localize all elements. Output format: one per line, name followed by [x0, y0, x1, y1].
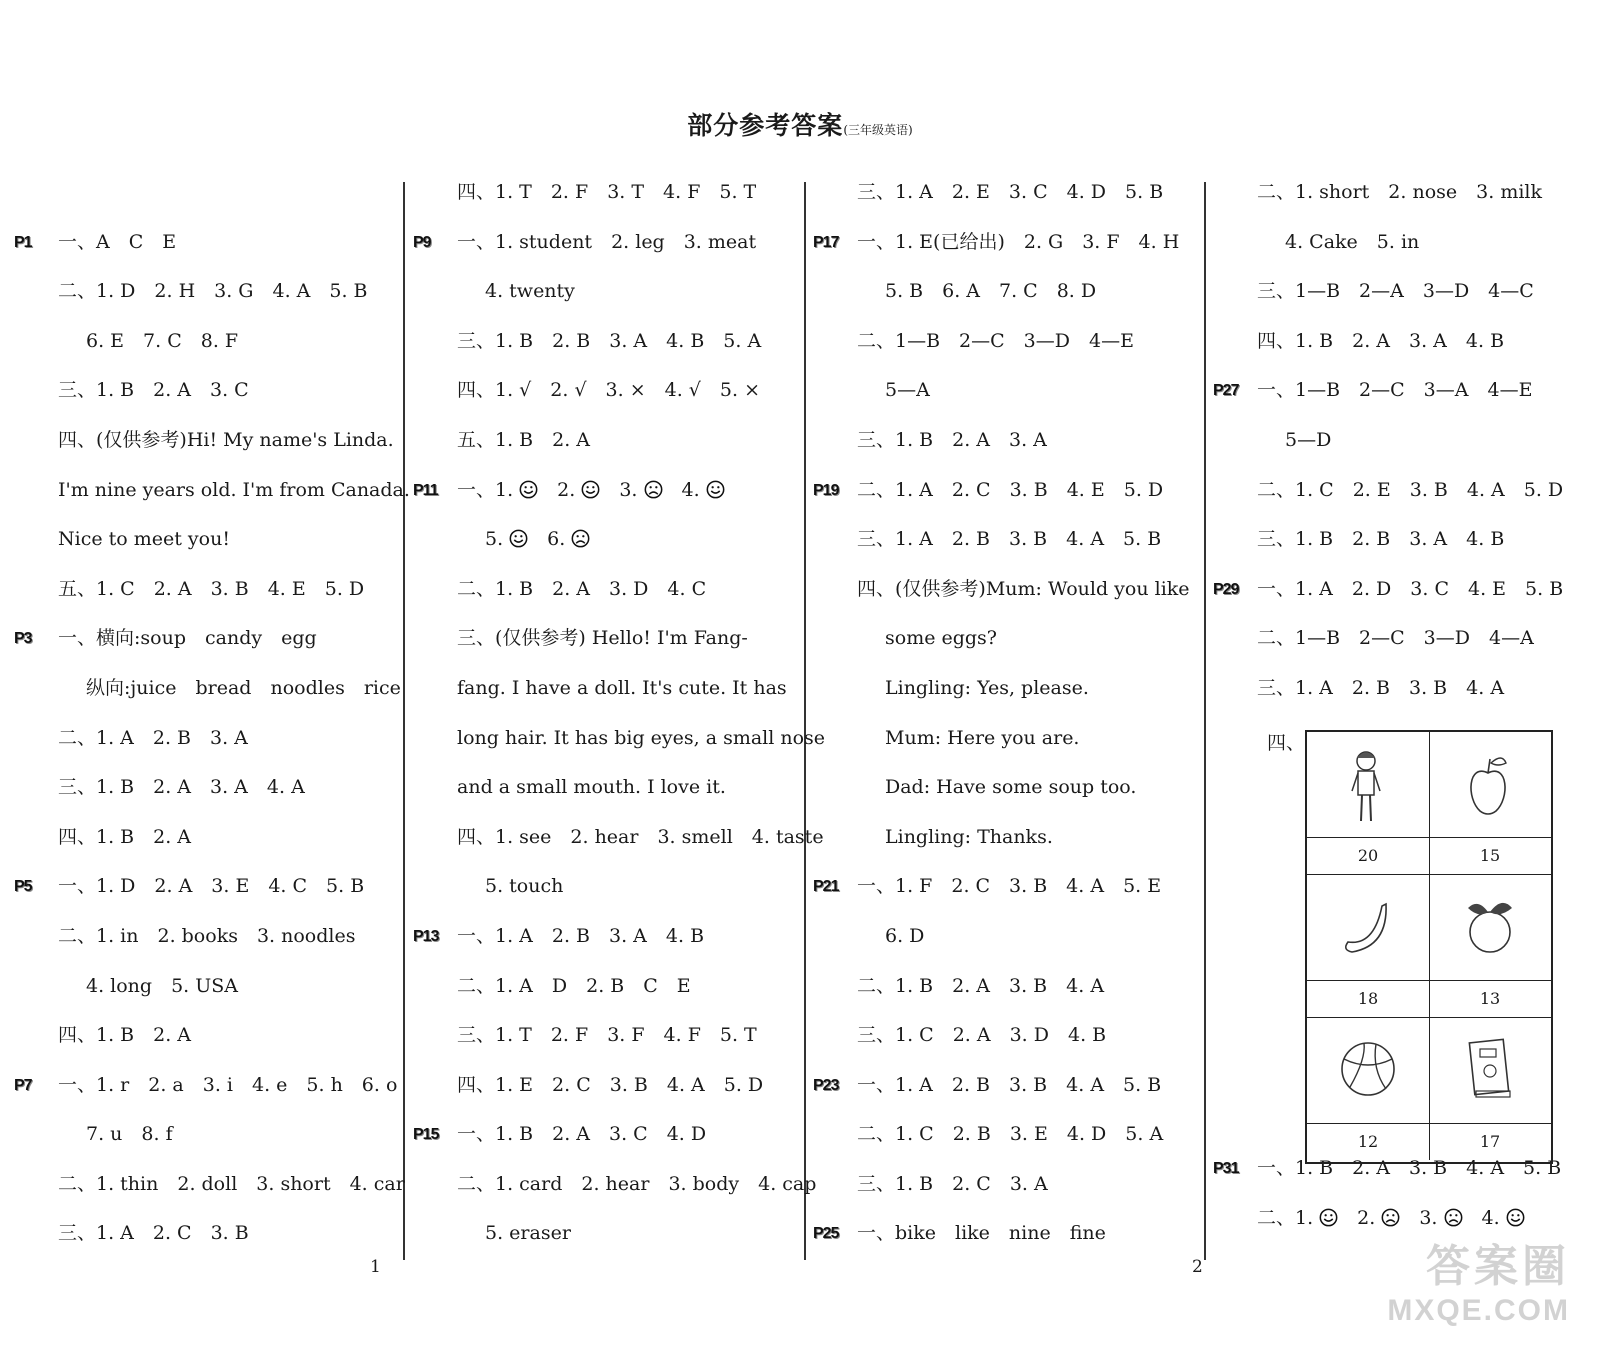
answer-line — [1213, 614, 1585, 664]
answer-text: 四、1. √ 2. √ 3. × 4. √ 5. × — [457, 379, 760, 402]
answer-line — [14, 962, 392, 1012]
answer-text: 四、1. B 2. A — [58, 825, 192, 848]
answer-line — [413, 813, 824, 863]
answer-text: fang. I have a doll. It's cute. It has — [457, 676, 787, 699]
answer-text: 4. Cake 5. in — [1285, 230, 1420, 253]
picture-cell — [1429, 875, 1551, 1018]
answer-line — [1213, 664, 1585, 714]
page-ref-label: P27 — [1213, 382, 1239, 400]
answer-line — [1213, 317, 1585, 367]
sad-face-icon — [644, 480, 663, 499]
answer-line — [413, 565, 797, 615]
answer-text: 二、1—B 2—C 3—D 4—E — [857, 329, 1134, 352]
apple-icon — [1458, 743, 1522, 827]
answer-text: 5. 6. — [485, 515, 590, 565]
picture-cell — [1307, 732, 1430, 875]
answer-text: 4. twenty — [485, 280, 575, 303]
picture-count: 20 — [1307, 837, 1429, 874]
answer-line — [813, 962, 1198, 1012]
page-ref-label: P13 — [413, 927, 439, 945]
answer-line — [813, 1160, 1198, 1210]
answer-text: 三、1. A 2. C 3. B — [58, 1222, 249, 1245]
answer-text: long hair. It has big eyes, a small nose — [457, 726, 826, 749]
answer-line — [14, 1061, 398, 1111]
answer-line — [413, 912, 797, 962]
answer-line — [813, 515, 1198, 565]
answer-text: 二、1. in 2. books 3. noodles — [58, 924, 356, 947]
answer-line — [1213, 515, 1585, 565]
answer-line — [14, 416, 392, 466]
answer-line — [14, 565, 392, 615]
answer-text: I'm nine years old. I'm from Canada. — [58, 478, 410, 501]
answer-line — [413, 763, 797, 813]
boy-icon — [1336, 743, 1400, 827]
answer-line — [413, 962, 797, 1012]
answer-line — [413, 317, 797, 367]
answer-column-3 — [813, 168, 1198, 1259]
answer-text: 三、1. A 2. E 3. C 4. D 5. B — [857, 181, 1164, 203]
answer-text: 一、1. A 2. B 3. B 4. A 5. B — [857, 1073, 1162, 1096]
answer-line — [14, 168, 392, 218]
answer-line — [413, 1160, 817, 1210]
page-ref-label: P9 — [413, 233, 431, 251]
answer-line — [14, 614, 392, 664]
answer-line — [14, 466, 410, 516]
answer-text: 4. long 5. USA — [86, 974, 239, 997]
answer-text: and a small mouth. I love it. — [457, 776, 726, 799]
answer-text: Nice to meet you! — [58, 528, 230, 551]
picture-cell — [1307, 875, 1430, 1018]
answer-text: 二、1. thin 2. doll 3. short 4. car — [58, 1172, 405, 1195]
answer-line — [14, 763, 392, 813]
answer-text: 5. B 6. A 7. C 8. D — [885, 280, 1097, 303]
answer-text: some eggs? — [885, 627, 997, 650]
book-icon — [1458, 1029, 1522, 1113]
answer-line — [813, 366, 1198, 416]
answer-text: Lingling: Yes, please. — [885, 676, 1089, 699]
answer-text: 三、1. B 2. A 3. A 4. A — [58, 776, 305, 799]
answer-line — [1213, 416, 1585, 466]
answer-line — [14, 317, 392, 367]
answer-line — [413, 1061, 797, 1111]
answer-text: 一、1. student 2. leg 3. meat — [457, 230, 757, 253]
answer-text: 一、bike like nine fine — [857, 1222, 1106, 1245]
answer-text: 五、1. C 2. A 3. B 4. E 5. D — [58, 577, 365, 600]
page-ref-label: P11 — [413, 481, 438, 499]
watermark-logo-text: 答案圈 — [1426, 1242, 1570, 1291]
smiley-face-icon — [1319, 1208, 1338, 1227]
answer-line — [413, 218, 797, 268]
picture-section-label: 四、 — [1267, 732, 1306, 754]
answer-line — [813, 912, 1198, 962]
answer-text: 三、1—B 2—A 3—D 4—C — [1257, 280, 1534, 303]
answer-line — [1213, 366, 1585, 416]
page-ref-label: P23 — [813, 1076, 839, 1094]
answer-line — [413, 1110, 797, 1160]
answer-line — [413, 267, 797, 317]
answer-line — [14, 515, 392, 565]
answer-column-4 — [1213, 168, 1585, 714]
answer-line — [813, 1011, 1198, 1061]
picture-count: 12 — [1307, 1123, 1429, 1160]
answer-text: 五、1. B 2. A — [457, 428, 591, 451]
answer-text: Lingling: Thanks. — [885, 825, 1053, 848]
page-number-2: 2 — [1192, 1257, 1203, 1277]
sad-face-icon — [1444, 1208, 1463, 1227]
page-ref-label: P3 — [14, 630, 32, 648]
answer-line — [1213, 565, 1585, 615]
picture-count: 17 — [1429, 1123, 1551, 1160]
picture-cell — [1429, 1018, 1551, 1160]
answer-line — [813, 862, 1198, 912]
answer-text: 三、1. B 2. B 3. A 4. B 5. A — [457, 329, 762, 352]
answer-line — [813, 466, 1198, 516]
answer-line — [14, 714, 392, 764]
answer-text: 一、1. B 2. A 3. B 4. A 5. B — [1257, 1157, 1562, 1179]
answer-text: 一、1. 2. 3. 4. — [457, 466, 725, 516]
answer-text: 二、1. C 2. E 3. B 4. A 5. D — [1257, 478, 1564, 501]
answer-text: 一、1—B 2—C 3—A 4—E — [1257, 379, 1533, 402]
answer-line — [14, 862, 392, 912]
answer-text: 一、1. D 2. A 3. E 4. C 5. B — [58, 875, 365, 898]
answer-text: 三、1. B 2. C 3. A — [857, 1172, 1048, 1195]
answer-text: 一、1. A 2. B 3. A 4. B — [457, 924, 705, 947]
watermark — [1387, 1230, 1570, 1328]
answer-text: 二、1. A 2. B 3. A — [58, 726, 248, 749]
answer-text: Mum: Here you are. — [885, 726, 1080, 749]
picture-cell — [1307, 1018, 1430, 1160]
page-ref-label: P1 — [14, 233, 32, 251]
answer-text: 三、(仅供参考) Hello! I'm Fang- — [457, 627, 748, 650]
page-number-1: 1 — [370, 1257, 381, 1277]
answer-text: 三、1. B 2. A 3. A — [857, 428, 1047, 451]
answer-text: 6. D — [885, 924, 925, 947]
answer-line — [413, 515, 797, 565]
answer-text: 二、1. card 2. hear 3. body 4. cap — [457, 1172, 817, 1195]
answer-text: 二、1. short 2. nose 3. milk — [1257, 181, 1543, 203]
answer-text: 一、1. E(已给出) 2. G 3. F 4. H — [857, 230, 1180, 253]
answer-line — [813, 267, 1198, 317]
answer-line — [813, 218, 1198, 268]
answer-line — [14, 1209, 392, 1259]
picture-count: 18 — [1307, 980, 1429, 1017]
answer-text: 四、1. B 2. A — [58, 1024, 192, 1047]
answer-line — [1213, 218, 1585, 268]
answer-text: 三、1. A 2. B 3. B 4. A — [1257, 676, 1505, 699]
answer-text: 二、1. A 2. C 3. B 4. E 5. D — [857, 478, 1164, 501]
answer-line — [813, 317, 1198, 367]
answer-line — [1213, 168, 1585, 218]
picture-grid — [1305, 730, 1553, 1164]
answer-text: 四、1. see 2. hear 3. smell 4. taste — [457, 825, 824, 848]
page-ref-label: P17 — [813, 233, 839, 251]
answer-line — [813, 565, 1198, 615]
picture-count: 13 — [1429, 980, 1551, 1017]
answer-line — [813, 763, 1198, 813]
answer-text: 一、1. B 2. A 3. C 4. D — [457, 1123, 707, 1146]
answer-text: 一、横向:soup candy egg — [58, 627, 317, 650]
column-divider — [1204, 182, 1206, 1260]
answer-line — [413, 416, 797, 466]
smiley-face-icon — [1506, 1208, 1525, 1227]
answer-text: 5—A — [885, 379, 930, 402]
answer-text: 四、1. E 2. C 3. B 4. A 5. D — [457, 1073, 764, 1096]
answer-text: 二、1. 2. 3. 4. — [1257, 1194, 1525, 1244]
answer-text: 一、1. F 2. C 3. B 4. A 5. E — [857, 875, 1162, 898]
answer-text: 二、1. B 2. A 3. B 4. A — [857, 974, 1105, 997]
answer-line — [413, 1011, 797, 1061]
answer-line — [1213, 267, 1585, 317]
page-ref-label: P29 — [1213, 580, 1239, 598]
answer-text: Dad: Have some soup too. — [885, 776, 1137, 799]
answer-text: 6. E 7. C 8. F — [86, 329, 239, 352]
smiley-face-icon — [509, 529, 528, 548]
answer-line — [813, 1061, 1198, 1111]
page-ref-label: P15 — [413, 1126, 439, 1144]
smiley-face-icon — [519, 480, 538, 499]
answer-line — [413, 366, 797, 416]
answer-line — [413, 862, 797, 912]
title-main: 部分参考答案 — [687, 111, 844, 140]
page-ref-label: P5 — [14, 878, 32, 896]
answer-line — [14, 1110, 392, 1160]
answer-line — [14, 813, 392, 863]
answer-line — [14, 267, 392, 317]
answer-line — [14, 218, 392, 268]
answer-text: 四、(仅供参考)Mum: Would you like — [857, 577, 1190, 600]
answer-text: 一、1. r 2. a 3. i 4. e 5. h 6. o — [58, 1073, 398, 1096]
answer-line — [413, 466, 797, 516]
answer-text: 一、1. A 2. D 3. C 4. E 5. B — [1257, 577, 1564, 600]
answer-line — [813, 714, 1198, 764]
answer-text: 三、1. C 2. A 3. D 4. B — [857, 1024, 1107, 1047]
answer-text: 二、1—B 2—C 3—D 4—A — [1257, 627, 1534, 650]
answer-line — [813, 416, 1198, 466]
answer-text: 二、1. D 2. H 3. G 4. A 5. B — [58, 280, 368, 303]
answer-line — [813, 813, 1198, 863]
answer-line — [413, 1209, 797, 1259]
answer-line — [813, 1209, 1198, 1259]
smiley-face-icon — [706, 480, 725, 499]
page-ref-label: P21 — [813, 878, 839, 896]
answer-text: 纵向:juice bread noodles rice — [86, 676, 401, 699]
picture-count: 15 — [1429, 837, 1551, 874]
answer-line — [813, 1110, 1198, 1160]
answer-text: 二、1. B 2. A 3. D 4. C — [457, 577, 707, 600]
answer-column-1 — [14, 168, 410, 1259]
page-title — [0, 106, 1600, 142]
page-ref-label: P7 — [14, 1076, 32, 1094]
watermark-url: MXQE.COM — [1387, 1294, 1570, 1327]
answer-line — [14, 1011, 392, 1061]
smiley-face-icon — [581, 480, 600, 499]
sad-face-icon — [1381, 1208, 1400, 1227]
answer-text: 三、1. A 2. B 3. B 4. A 5. B — [857, 528, 1162, 551]
page-ref-label: P19 — [813, 481, 839, 499]
answer-text: 一、A C E — [58, 230, 177, 253]
page-ref-label: P25 — [813, 1225, 839, 1243]
title-sub: (三年级英语) — [843, 123, 913, 137]
answer-line — [1213, 466, 1585, 516]
answer-text: 四、1. B 2. A 3. A 4. B — [1257, 329, 1505, 352]
answer-text: 三、1. T 2. F 3. F 4. F 5. T — [457, 1024, 757, 1047]
answer-line — [413, 168, 797, 218]
answer-line — [813, 664, 1198, 714]
answer-line — [413, 664, 797, 714]
answer-text: 7. u 8. f — [86, 1123, 173, 1146]
orange-icon — [1458, 886, 1522, 970]
answer-line — [813, 614, 1198, 664]
ball-icon — [1336, 1029, 1400, 1113]
picture-cell — [1429, 732, 1551, 875]
answer-line — [14, 664, 401, 714]
answer-text: 二、1. A D 2. B C E — [457, 974, 691, 997]
answer-text: 三、1. B 2. B 3. A 4. B — [1257, 528, 1505, 551]
answer-text: 5. eraser — [485, 1222, 571, 1245]
sad-face-icon — [571, 529, 590, 548]
answer-line — [14, 912, 392, 962]
answer-text: 二、1. C 2. B 3. E 4. D 5. A — [857, 1123, 1164, 1146]
answer-line — [413, 714, 826, 764]
answer-line — [413, 614, 797, 664]
answer-text: 5—D — [1285, 428, 1332, 451]
answer-line — [14, 366, 392, 416]
answer-text: 5. touch — [485, 875, 564, 898]
answer-text: 三、1. B 2. A 3. C — [58, 379, 249, 402]
column-divider — [403, 182, 405, 1260]
page-ref-label: P31 — [1213, 1160, 1239, 1177]
banana-icon — [1336, 886, 1400, 970]
answer-text: 四、(仅供参考)Hi! My name's Linda. — [58, 428, 394, 451]
answer-line — [813, 168, 1198, 218]
answer-line — [14, 1160, 405, 1210]
answer-text: 四、1. T 2. F 3. T 4. F 5. T — [457, 181, 757, 203]
